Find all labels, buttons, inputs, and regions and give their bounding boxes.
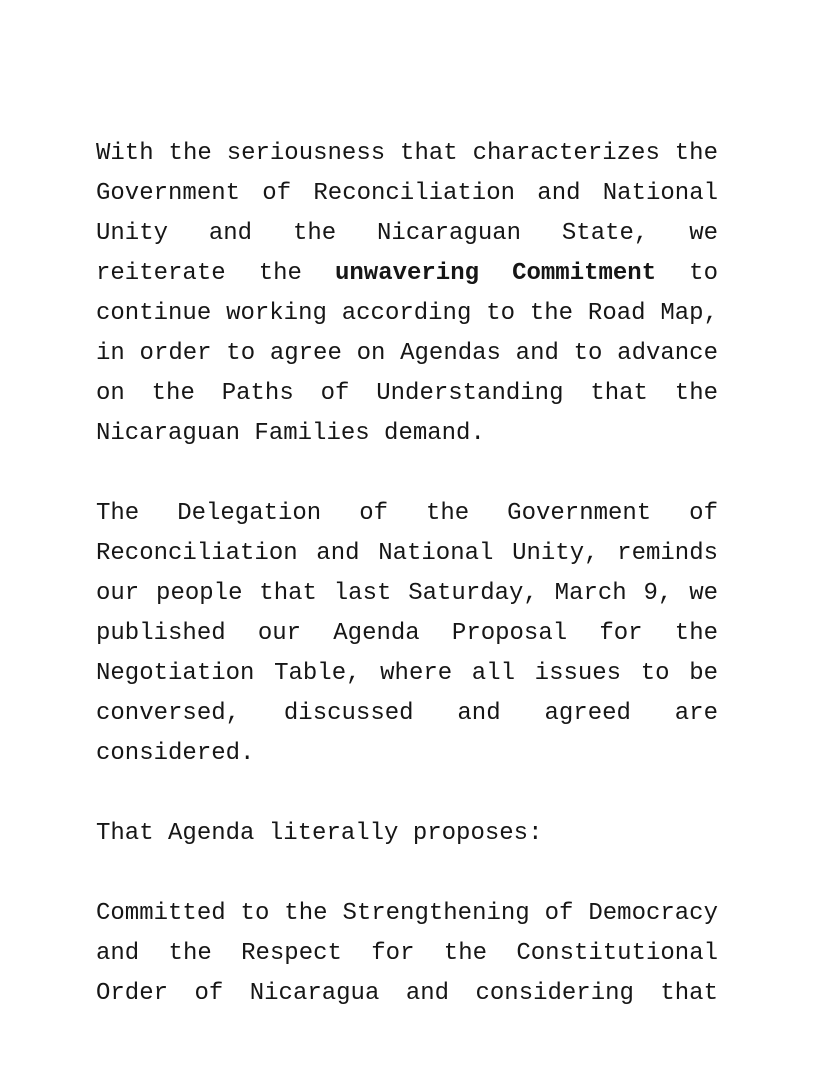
paragraph-text: That Agenda literally proposes: (96, 820, 543, 847)
paragraph-delegation (96, 494, 718, 774)
emphasized-text: unwavering Commitment (334, 260, 657, 287)
paragraph-text: With the seriousness that characterizes the Government of Reconciliation and National Unity and the Nicaraguan State, we reiterate the (96, 140, 718, 287)
paragraph-text: to continue working according to the Road Map, in order to agree on Agendas and to advance on the Paths of Understanding that the Nicaraguan Families demand. (96, 260, 718, 447)
document-text-body (96, 134, 718, 1014)
paragraph-agenda-intro (96, 814, 718, 854)
paragraph-text: Committed to the Strengthening of Democracy and the Respect for the Constitutional Order of Nicaragua and considering that (96, 900, 718, 1007)
paragraph-text: The Delegation of the Government of Reconciliation and National Unity, reminds our people that last Saturday, March 9, we published our Agenda Proposal for the Negotiation Table, where all issues to be conversed, discussed and agreed are considered. (96, 500, 718, 767)
paragraph-committed (96, 894, 718, 1014)
paragraph-commitment (96, 134, 718, 454)
